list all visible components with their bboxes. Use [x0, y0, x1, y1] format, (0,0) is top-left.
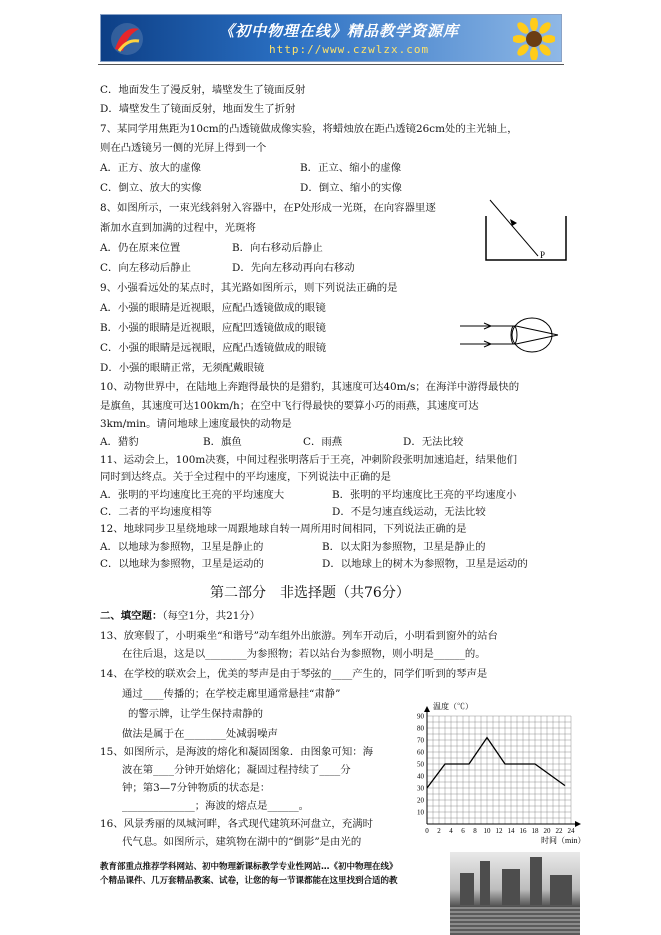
q13-line-1: 13、放寒假了，小明乘坐“和谐号”动车组外出旅游。列车开动后，小明看到窗外的站台: [100, 630, 498, 642]
x-tick-label: 16: [519, 827, 527, 835]
q6-option-d: D．墙壁发生了镜面反射，地面发生了折射: [100, 103, 296, 115]
q7-stem-1: 7、某同学用焦距为10cm的凸透镜做成像实验，将蜡烛放在距凸透镜26cm处的主光轴上，: [100, 123, 518, 135]
y-tick-label: 90: [417, 712, 424, 721]
q11-option-a: A．张明的平均速度比王亮的平均速度大: [100, 489, 285, 501]
photo-building: [530, 857, 542, 905]
q7-option-d: D．倒立、缩小的实像: [300, 182, 402, 194]
site-title: 《初中物理在线》精品教学资源库: [219, 22, 460, 40]
q14-line-4: 做法是属于在________处减弱噪声: [122, 728, 278, 740]
q9-option-c: C．小强的眼睛是远视眼，应配凸透镜做成的眼镜: [100, 342, 327, 354]
y-tick-label: 40: [417, 772, 424, 781]
q8-option-c: C．向左移动后静止: [100, 262, 192, 274]
q9-eye-figure: [458, 316, 576, 356]
spot-label: P: [540, 250, 546, 260]
q7-option-c: C．倒立、放大的实像: [100, 182, 202, 194]
x-tick-label: 6: [461, 827, 465, 835]
q12-option-d: D．以地球上的树木为参照物，卫星是运动的: [322, 558, 528, 570]
footer-line-2: 个精品课件、几万套精品教案、试卷，让您的每一节课都能在这里找到合适的教: [100, 876, 398, 886]
x-tick-label: 24: [567, 827, 575, 835]
x-tick-label: 4: [449, 827, 453, 835]
q11-option-b: B．张明的平均速度比王亮的平均速度小: [332, 489, 517, 501]
q11-stem-1: 11、运动会上，100m决赛，中间过程张明落后于王亮，冲刺阶段张明加速追赶，结果他们: [100, 454, 517, 466]
x-tick-label: 12: [495, 827, 503, 835]
q7-option-b: B．正立、缩小的虚像: [300, 162, 402, 174]
q13-line-2: 在往后退，这是以________为参照物；若以站台为参照物，则小明是______的。: [122, 648, 486, 660]
y-tick-label: 50: [417, 760, 424, 769]
x-axis-label: 时间（min）: [541, 836, 585, 845]
y-tick-label: 80: [417, 724, 424, 733]
part-two-heading: 第二部分 非选择题（共76分）: [210, 585, 410, 601]
footer-line-1: 教育部重点推荐学科网站、初中物理新课标教学专业性网站…《初中物理在线》: [100, 862, 398, 872]
x-tick-label: 22: [555, 827, 563, 835]
q9-option-b: B．小强的眼睛是近视眼，应配凹透镜做成的眼镜: [100, 322, 326, 334]
x-tick-label: 8: [473, 827, 477, 835]
x-tick-label: 14: [507, 827, 515, 835]
y-tick-label: 60: [417, 748, 424, 757]
q16-line-1: 16、风景秀丽的凤城河畔，各式现代建筑环河盘立，充满时: [100, 818, 373, 830]
container-outline: [486, 216, 566, 260]
x-tick-label: 10: [483, 827, 491, 835]
q9-option-d: D．小强的眼睛正常，无须配戴眼镜: [100, 362, 265, 374]
q11-option-c: C．二者的平均速度相等: [100, 506, 212, 518]
q16-line-2: 代气息。如图所示，建筑物在湖中的“倒影”是由光的: [122, 836, 362, 848]
q15-line-3: 钟；第3—7分钟物质的状态是：: [122, 782, 271, 794]
x-tick-label: 2: [437, 827, 441, 835]
photo-building: [480, 861, 490, 905]
q10-stem-1: 10、动物世界中，在陆地上奔跑得最快的是猎豹，其速度可达40m/s；在海洋中游得最快的: [100, 381, 520, 393]
photo-building: [502, 869, 520, 905]
site-url[interactable]: http://www.czwlzx.com: [269, 43, 430, 56]
q11-stem-2: 同时到达终点。关于全过程中的平均速度，下列说法中正确的是: [100, 471, 391, 483]
lakeside-buildings-photo: [450, 852, 580, 935]
y-tick-label: 70: [417, 736, 424, 745]
q7-option-a: A．正方、放大的虚像: [100, 162, 202, 174]
q8-stem-2: 渐加水直到加满的过程中，光斑将: [100, 222, 256, 234]
x-axis-arrow-icon: [575, 821, 581, 827]
q9-option-a: A．小强的眼睛是近视眼，应配凸透镜做成的眼镜: [100, 302, 326, 314]
q10-option-b: B．旗鱼: [203, 436, 242, 448]
q15-line-2: 波在第____分钟开始熔化；凝固过程持续了____分: [122, 764, 351, 776]
q10-option-c: C．雨燕: [303, 436, 343, 448]
q14-line-2: 通过____传播的；在学校走廊里通常悬挂“肃静”: [122, 688, 341, 700]
chart-series: [427, 738, 565, 788]
eyeball: [512, 318, 552, 352]
light-ray: [490, 200, 538, 256]
section-two-heading: [100, 610, 260, 623]
q15-line-4: ______________；海波的熔点是______。: [122, 800, 310, 812]
q14-line-1: 14、在学校的联欢会上，优美的琴声是由于琴弦的____产生的，同学们听到的琴声是: [100, 668, 488, 680]
photo-building: [550, 875, 572, 905]
q10-option-a: A．猎豹: [100, 436, 139, 448]
section-two-note: （每空1分，共21分）: [162, 610, 261, 622]
q10-stem-2: 是旗鱼，其速度可达100km/h；在空中飞行得最快的要算小巧的雨燕，其速度可达: [100, 400, 479, 412]
melting-curve-chart: [403, 700, 585, 846]
q10-option-d: D．无法比较: [403, 436, 464, 448]
sunflower-icon: [513, 18, 555, 60]
q8-stem-1: 8、如图所示，一束光线斜射入容器中，在P处形成一光斑，在向容器里逐: [100, 202, 436, 214]
q15-line-1: 15、如图所示，是海波的熔化和凝固图象．由图象可知：海: [100, 746, 373, 758]
chart-grid: [427, 716, 571, 824]
q14-line-3: 的警示牌，让学生保持肃静的: [128, 708, 264, 720]
section-two-title: 二、填空题：: [100, 610, 163, 622]
x-tick-label: 20: [543, 827, 551, 835]
q7-stem-2: 则在凸透镜另一侧的光屏上得到一个: [100, 142, 267, 154]
x-tick-label: 0: [425, 827, 429, 835]
chart-tick-labels: [417, 713, 575, 836]
x-tick-label: 18: [531, 827, 539, 835]
q8-option-b: B．向右移动后静止: [232, 242, 323, 254]
q10-stem-3: 3km/min。请问地球上速度最快的动物是: [100, 418, 292, 430]
q8-option-a: A．仍在原来位置: [100, 242, 181, 254]
photo-water: [450, 907, 580, 935]
y-tick-label: 10: [417, 808, 424, 817]
y-tick-label: 30: [417, 784, 424, 793]
q9-stem: 9、小强看远处的某点时，其光路如图所示，则下列说法正确的是: [100, 282, 398, 294]
y-axis-arrow-icon: [424, 706, 430, 712]
q12-option-c: C．以地球为参照物，卫星是运动的: [100, 558, 264, 570]
melting-curve-line: [427, 738, 565, 788]
y-axis-label: 温度（℃）: [433, 702, 473, 711]
q8-container-figure: [478, 196, 574, 268]
y-tick-label: 20: [417, 796, 424, 805]
q12-stem: 12、地球同步卫星绕地球一周跟地球自转一周所用时间相同，下列说法正确的是: [100, 523, 467, 535]
q12-option-a: A．以地球为参照物，卫星是静止的: [100, 541, 264, 553]
chart-axes: [424, 706, 581, 827]
site-logo-icon: [109, 21, 145, 57]
q12-option-b: B．以太阳为参照物，卫星是静止的: [322, 541, 486, 553]
header-rule: [98, 64, 564, 65]
q11-option-d: D．不是匀速直线运动，无法比较: [332, 506, 486, 518]
q8-option-d: D．先向左移动再向右移动: [232, 262, 355, 274]
header-banner: [100, 14, 562, 62]
photo-building: [460, 873, 474, 905]
q6-option-c: C．地面发生了漫反射，墙壁发生了镜面反射: [100, 84, 306, 96]
